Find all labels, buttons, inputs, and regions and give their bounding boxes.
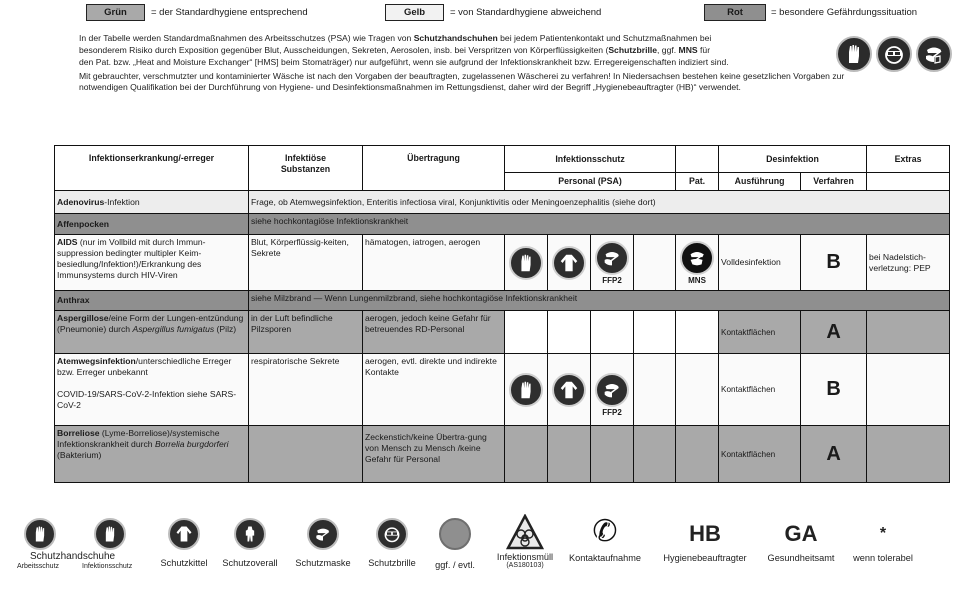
legend-waste-label: Infektionsmüll — [496, 552, 554, 562]
header-substances: Infektiöse Substanzen — [249, 146, 363, 191]
legend-hb — [655, 516, 755, 563]
table-row — [55, 291, 950, 311]
extras-cell — [867, 426, 950, 483]
legend-hb-label: Hygienebeauftragter — [663, 553, 747, 563]
legend-tolerable-label: wenn tolerabel — [853, 553, 913, 563]
disease-detail: (Lyme-Borreliose)/systemische Infektionskrankheit durch — [57, 428, 220, 449]
ppe-cell — [505, 235, 548, 291]
ppe-cell — [634, 426, 676, 483]
disease-cell — [55, 214, 249, 235]
asterisk-icon: * — [879, 525, 887, 542]
legend-optional — [430, 518, 480, 570]
disease-cell — [55, 235, 249, 291]
transmission-cell: Zeckenstich/keine Übertra-gung von Mensch zu Mensch /keine Gefahr für Personal — [363, 426, 505, 483]
mask-icon — [595, 241, 629, 275]
header-disease: Infektionserkrankung/-erreger — [55, 146, 249, 191]
legend-yellow-text: = von Standardhygiene abweichend — [450, 7, 602, 18]
intro-bold-gloves: Schutzhandschuhen — [413, 33, 498, 43]
intro-text-part: , ggf. — [657, 44, 679, 55]
substances-cell: in der Luft befindliche Pilzsporen — [249, 311, 363, 354]
glove-icon — [836, 36, 872, 72]
legend-glove-work — [24, 518, 56, 550]
ppe-cell — [634, 311, 676, 354]
legend-waste-code: (AS180103) — [506, 562, 544, 569]
span-note-cell: siehe Milzbrand — Wenn Lungenmilzbrand, siehe hochkontagiöse Infektionskrankheit — [249, 291, 950, 311]
legend-goggles — [364, 518, 420, 568]
disease-name: Anthrax — [57, 295, 90, 305]
execution-cell: Volldesinfektion — [719, 235, 801, 291]
intro-text-part: In der Tabelle werden Standardmaßnahmen des Arbeitsschutzes (PSA) wie Tragen von — [79, 33, 414, 43]
legend-contact-label: Kontaktaufnahme — [568, 553, 642, 563]
span-note-cell: Frage, ob Atemwegsinfektion, Enteritis infectiosa viral, Konjunktivitis oder Meningoenzephalitis (siehe dort) — [249, 191, 950, 214]
disease-cell — [55, 311, 249, 354]
ppe-cell — [548, 235, 591, 291]
patient-cell — [676, 235, 719, 291]
span-note-cell: siehe hochkontagiöse Infektionskrankheit — [249, 214, 950, 235]
disease-detail: (Pilz) — [214, 324, 237, 334]
intro-bold-mns: MNS — [678, 44, 698, 55]
infection-table — [54, 145, 950, 483]
mask-icon — [916, 36, 952, 72]
intro-text — [79, 33, 879, 95]
disease-name: Adenovirus — [57, 196, 105, 207]
hb-abbreviation: HB — [689, 521, 721, 546]
disease-name: Affenpocken — [57, 218, 110, 229]
transmission-cell: aerogen, jedoch keine Gefahr für betreuendes RD-Personal — [363, 311, 505, 354]
legend-gloves-sub-work: Arbeitsschutz — [17, 563, 60, 570]
disease-detail: (nur im Vollbild mit durch Immun-suppression bedingter multipler Keim-besiedlung/Infektion!)/Erkrankung des Immunsystems durch HIV-Viren — [57, 237, 206, 280]
patient-cell — [676, 354, 719, 426]
header-patient: Pat. — [676, 173, 719, 191]
table-row — [55, 191, 950, 214]
disease-cell — [55, 291, 249, 311]
glove-icon — [509, 373, 543, 407]
header-empty — [676, 146, 719, 173]
header-execution: Ausführung — [719, 173, 801, 191]
ppe-cell — [591, 311, 634, 354]
disease-name: Aspergillose — [57, 313, 109, 323]
legend-contact — [568, 514, 642, 563]
intro-icons — [836, 36, 952, 72]
procedure-cell: B — [801, 235, 867, 291]
ppe-cell — [591, 426, 634, 483]
legend-overall — [219, 518, 281, 568]
disease-cell — [55, 191, 249, 214]
glove-icon — [24, 518, 56, 550]
ppe-cell — [548, 354, 591, 426]
legend-overall-label: Schutzoverall — [222, 558, 278, 568]
color-legend — [0, 4, 959, 22]
header-disinfection: Desinfektion — [719, 146, 867, 173]
substances-cell: Blut, Körperflüssig-keiten, Sekrete — [249, 235, 363, 291]
surgical-mask-icon — [680, 241, 714, 275]
table-row — [55, 235, 950, 291]
legend-ga — [758, 516, 844, 563]
grey-circle-icon — [439, 518, 471, 550]
intro-text-part: für — [697, 44, 711, 55]
ppe-label: FFP2 — [602, 275, 622, 285]
table-row — [55, 311, 950, 354]
header-extras: Extras — [867, 146, 950, 173]
legend-ga-label: Gesundheitsamt — [767, 553, 835, 563]
legend-gloves-label: Schutzhandschuhe — [30, 551, 116, 562]
legend-green-box: Grün — [86, 4, 145, 21]
table-row — [55, 426, 950, 483]
intro-paragraph-1 — [79, 33, 759, 56]
legend-red-text: = besondere Gefährdungssituation — [771, 7, 918, 18]
execution-cell: Kontaktflächen — [719, 354, 801, 426]
gown-icon — [552, 246, 586, 280]
legend-waste — [490, 514, 560, 569]
ppe-cell — [548, 311, 591, 354]
extras-cell — [867, 354, 950, 426]
disease-name: AIDS — [57, 237, 78, 247]
ppe-label: FFP2 — [602, 408, 622, 417]
substances-cell: respiratorische Sekrete — [249, 354, 363, 426]
transmission-cell: hämatogen, iatrogen, aerogen — [363, 235, 505, 291]
biohazard-icon — [506, 514, 544, 550]
mask-icon — [595, 373, 629, 407]
ppe-cell — [505, 311, 548, 354]
disease-note: COVID-19/SARS-CoV-2-Infektion siehe SARS-CoV-2 — [57, 389, 237, 410]
patient-cell — [676, 311, 719, 354]
gown-icon — [168, 518, 200, 550]
disease-detail: /eine Form der Lungen-entzündung (Pneumonie) durch — [57, 313, 244, 334]
header-extras-sub — [867, 173, 950, 191]
ppe-cell — [634, 235, 676, 291]
phone-icon: ✆ — [592, 515, 618, 548]
legend-glove-infection — [94, 518, 126, 550]
legend-optional-label: ggf. / evtl. — [435, 560, 475, 570]
intro-paragraph-3: Mit gebrauchter, verschmutzter und kontaminierter Wäsche ist nach den Vorgaben der beauftragten, zugelassenen Wäscherei zu verfahren! In Niedersachsen bestehen keine gesetzlichen Vorgaben zur notwendigen Qualifikation bei der Durchführung von Hygiene- und Desinfektionsmaßnahmen im Rettungsdienst, daher wird der Begriff „Hygienebeauftragter (HB)“ verwendet. — [79, 70, 845, 93]
legend-green-text: = der Standardhygiene entsprechend — [151, 7, 308, 18]
disease-detail: (Bakterium) — [57, 450, 102, 460]
header-transmission: Übertragung — [363, 146, 505, 191]
procedure-cell: B — [801, 354, 867, 426]
disease-name: Borreliose — [57, 428, 100, 438]
ppe-cell — [505, 354, 548, 426]
overall-icon — [234, 518, 266, 550]
header-staff-ppe: Personal (PSA) — [505, 173, 676, 191]
ppe-cell — [591, 354, 634, 426]
glove-icon — [94, 518, 126, 550]
ppe-cell — [505, 426, 548, 483]
intro-bold-goggles: Schutzbrille — [608, 44, 658, 55]
disease-detail: -Infektion — [104, 196, 140, 207]
patient-cell — [676, 426, 719, 483]
execution-cell: Kontaktflächen — [719, 426, 801, 483]
legend-tolerable — [846, 516, 920, 563]
ppe-cell — [591, 235, 634, 291]
gown-icon — [552, 373, 586, 407]
substances-cell — [249, 426, 363, 483]
disease-cell — [55, 354, 249, 426]
disease-cell — [55, 426, 249, 483]
execution-cell: Kontaktflächen — [719, 311, 801, 354]
legend-goggles-label: Schutzbrille — [368, 558, 416, 568]
intro-text-part: bei jedem Patientenkontakt und Schutzmaßnahmen bei besonderem Risiko durch Exposition gegenüber Blut, Ausscheidungen, Sekreten, Aerosolen, insb. bei Verspritzen von Körperflüssigkeiten ( — [79, 33, 712, 55]
procedure-cell: A — [801, 426, 867, 483]
pathogen-name: Aspergillus fumigatus — [132, 324, 215, 334]
legend-gown-label: Schutzkittel — [160, 558, 208, 568]
disease-detail: /unterschiedliche Erreger bzw. Erreger unbekannt — [57, 356, 232, 377]
goggles-icon — [376, 518, 408, 550]
extras-cell — [867, 311, 950, 354]
table-row — [55, 354, 950, 426]
header-protection: Infektionsschutz — [505, 146, 676, 173]
symbol-legend — [0, 512, 959, 582]
legend-yellow-box: Gelb — [385, 4, 444, 21]
legend-mask — [292, 518, 354, 568]
procedure-cell: A — [801, 311, 867, 354]
intro-paragraph-2: den Pat. bzw. „Heat and Moisture Exchanger“ [HMS] beim Stomaträger) nur aufgeführt, wenn sie aufgrund der Infektionskrankheit bzw. Erregereigenschaften indiziert sind. — [79, 57, 729, 68]
ppe-cell — [548, 426, 591, 483]
ga-abbreviation: GA — [784, 521, 818, 546]
mask-icon — [307, 518, 339, 550]
transmission-cell: aerogen, evtl. direkte und indirekte Kontakte — [363, 354, 505, 426]
legend-red-box: Rot — [704, 4, 766, 21]
legend-mask-label: Schutzmaske — [295, 558, 351, 568]
ppe-cell — [634, 354, 676, 426]
pathogen-name: Borrelia burgdorferi — [154, 439, 229, 449]
disease-name: Atemwegsinfektion — [57, 356, 136, 366]
ppe-label: MNS — [688, 275, 706, 285]
legend-gloves-sub-infection: Infektionsschutz — [82, 563, 133, 570]
header-procedure: Verfahren — [801, 173, 867, 191]
glove-icon — [509, 246, 543, 280]
legend-gown — [156, 518, 212, 568]
table-row — [55, 214, 950, 235]
goggles-icon — [876, 36, 912, 72]
extras-cell: bei Nadelstich-verletzung: PEP — [867, 235, 950, 291]
